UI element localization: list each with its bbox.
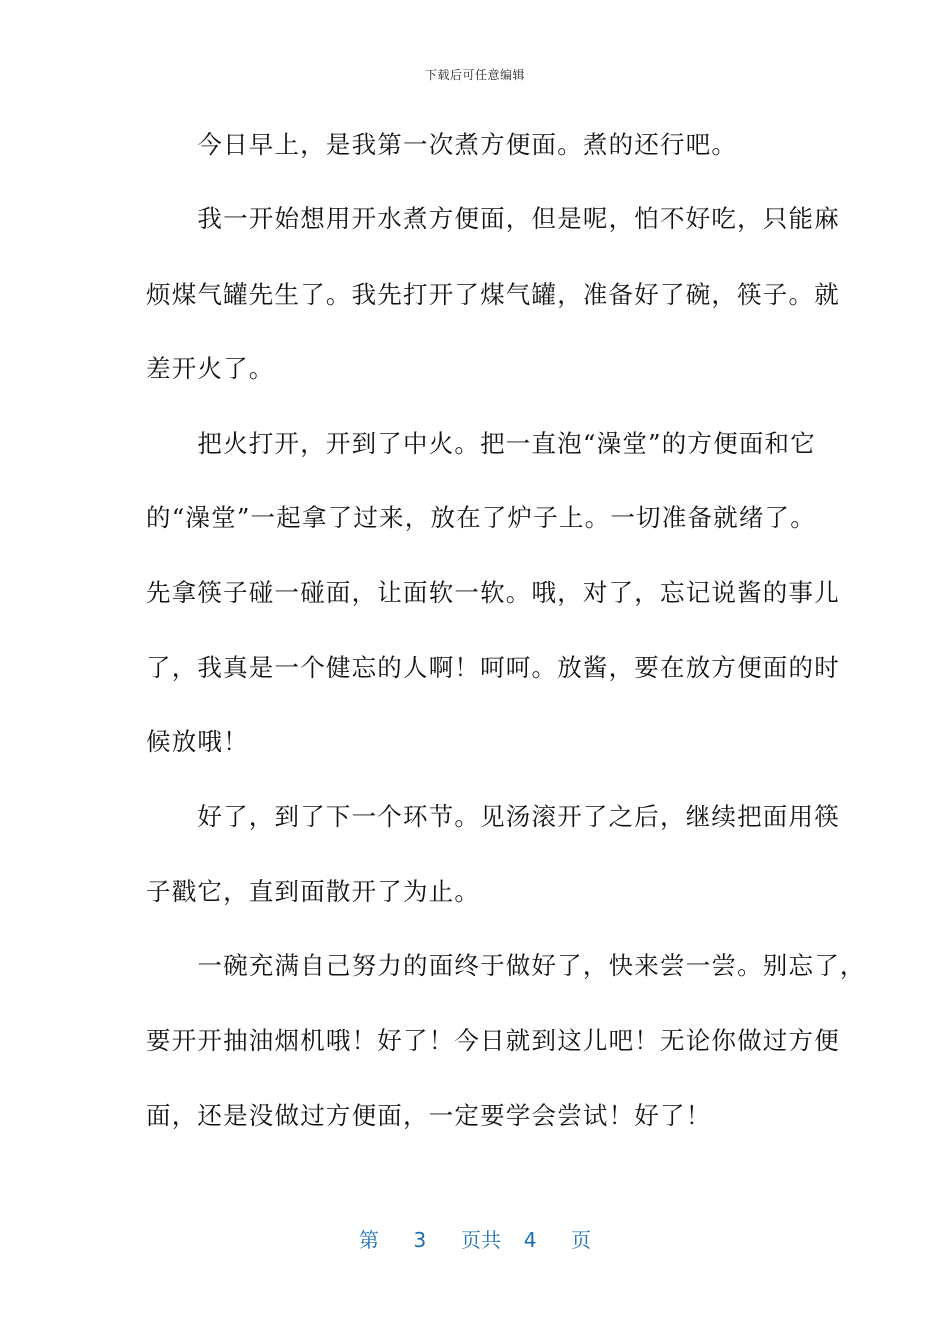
text-line: 候放哦！ xyxy=(146,727,249,756)
total-pages-number: 4 xyxy=(523,1228,537,1252)
footer-prefix: 第 xyxy=(358,1228,379,1252)
text-line: 差开火了。 xyxy=(146,354,275,383)
text-line: 了，我真是一个健忘的人啊！呵呵。放酱，要在放方便面的时 xyxy=(146,653,840,682)
text-line: 先拿筷子碰一碰面，让面软一软。哦，对了，忘记说酱的事儿 xyxy=(146,578,840,607)
text-line: 的“澡堂”一起拿了过来，放在了炉子上。一切准备就绪了。 xyxy=(146,503,816,532)
text-line: 把火打开，开到了中火。把一直泡“澡堂”的方便面和它 xyxy=(146,429,816,458)
text-line: 要开开抽油烟机哦！好了！今日就到这儿吧！无论你做过方便 xyxy=(146,1026,840,1055)
text-line: 我一开始想用开水煮方便面，但是呢，怕不好吃，只能麻 xyxy=(146,204,840,233)
text-line: 今日早上，是我第一次煮方便面。煮的还行吧。 xyxy=(146,130,738,159)
text-line: 面，还是没做过方便面，一定要学会尝试！好了！ xyxy=(146,1101,712,1130)
page-footer xyxy=(0,1224,950,1253)
footer-suffix: 页 xyxy=(571,1228,592,1252)
current-page-number: 3 xyxy=(413,1228,427,1252)
text-line: 一碗充满自己努力的面终于做好了，快来尝一尝。别忘了， xyxy=(146,951,866,980)
header-note: 下载后可任意编辑 xyxy=(424,68,525,82)
text-line: 子戳它，直到面散开了为止。 xyxy=(146,877,481,906)
footer-middle: 页共 xyxy=(461,1228,501,1252)
text-line: 好了，到了下一个环节。见汤滚开了之后，继续把面用筷 xyxy=(146,802,840,831)
text-line: 烦煤气罐先生了。我先打开了煤气罐，准备好了碗，筷子。就 xyxy=(146,280,840,309)
